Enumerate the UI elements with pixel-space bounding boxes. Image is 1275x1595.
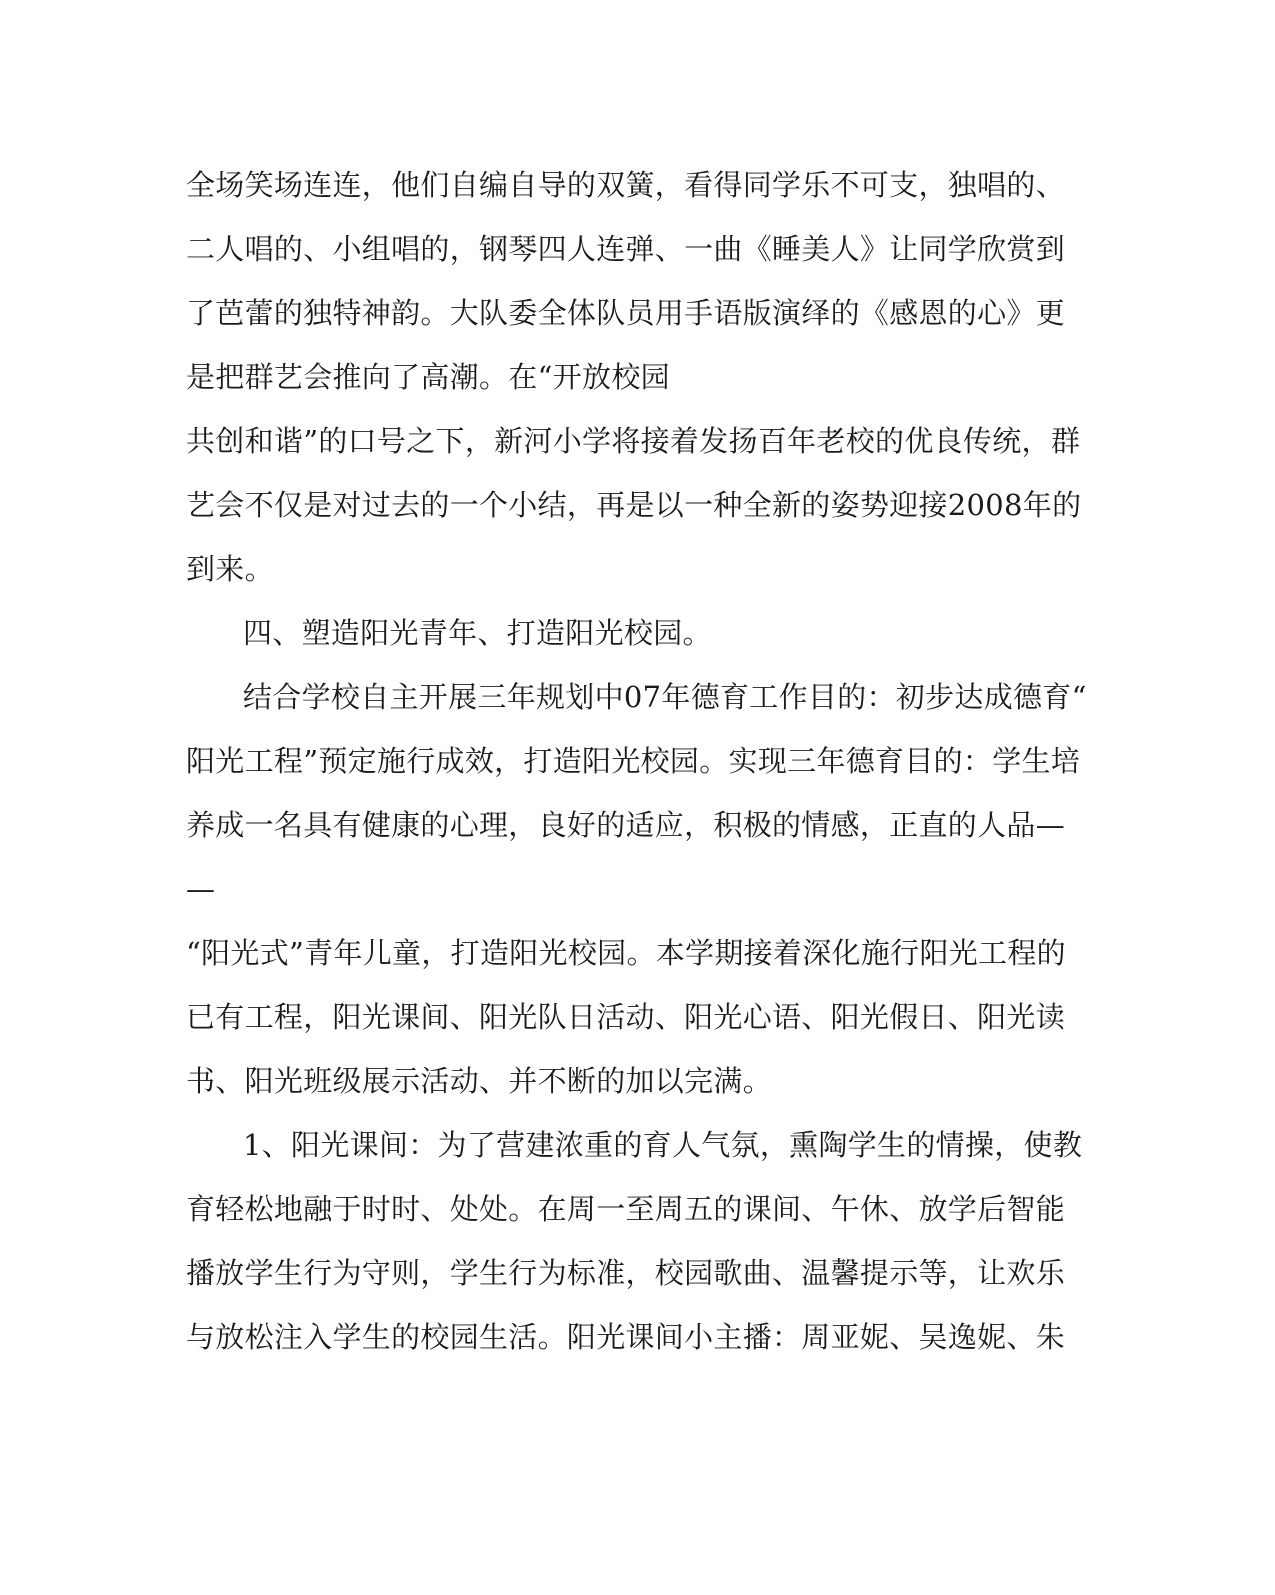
- text-line: 育轻松地融于时时、处处。在周一至周五的课间、午休、放学后智能: [186, 1192, 1066, 1226]
- text-line: 全场笑场连连，他们自编自导的双簧，看得同学乐不可支，独唱的、: [186, 168, 1066, 202]
- text-line: 了芭蕾的独特神韵。大队委全体队员用手语版演绎的《感恩的心》更: [186, 296, 1066, 330]
- text-line: 书、阳光班级展示活动、并不断的加以完满。: [186, 1064, 773, 1098]
- text-line: 结合学校自主开展三年规划中07年德育工作目的：初步达成德育“: [243, 680, 1087, 714]
- text-line: 是把群艺会推向了高潮。在“开放校园: [186, 360, 670, 394]
- text-line: 二人唱的、小组唱的，钢琴四人连弹、一曲《睡美人》让同学欣赏到: [186, 232, 1066, 266]
- text-line: 与放松注入学生的校园生活。阳光课间小主播：周亚妮、吴逸妮、朱: [186, 1320, 1066, 1354]
- text-line: 共创和谐”的口号之下，新河小学将接着发扬百年老校的优良传统，群: [186, 424, 1081, 458]
- text-line: 养成一名具有健康的心理，良好的适应，积极的情感，正直的人品—: [186, 808, 1066, 842]
- text-line: 阳光工程”预定施行成效，打造阳光校园。实现三年德育目的：学生培: [186, 744, 1081, 778]
- text-line: 播放学生行为守则，学生行为标准，校园歌曲、温馨提示等，让欢乐: [186, 1256, 1066, 1290]
- text-line: —: [186, 872, 216, 906]
- text-line: 艺会不仅是对过去的一个小结，再是以一种全新的姿势迎接2008年的: [186, 488, 1082, 522]
- text-line: “阳光式”青年儿童，打造阳光校园。本学期接着深化施行阳光工程的: [186, 936, 1066, 970]
- text-line: 已有工程，阳光课间、阳光队日活动、阳光心语、阳光假日、阳光读: [186, 1000, 1066, 1034]
- section-heading: 四、塑造阳光青年、打造阳光校园。: [243, 616, 712, 650]
- text-line: 1、阳光课间：为了营建浓重的育人气氛，熏陶学生的情操，使教: [243, 1128, 1083, 1162]
- text-line: 到来。: [186, 552, 274, 586]
